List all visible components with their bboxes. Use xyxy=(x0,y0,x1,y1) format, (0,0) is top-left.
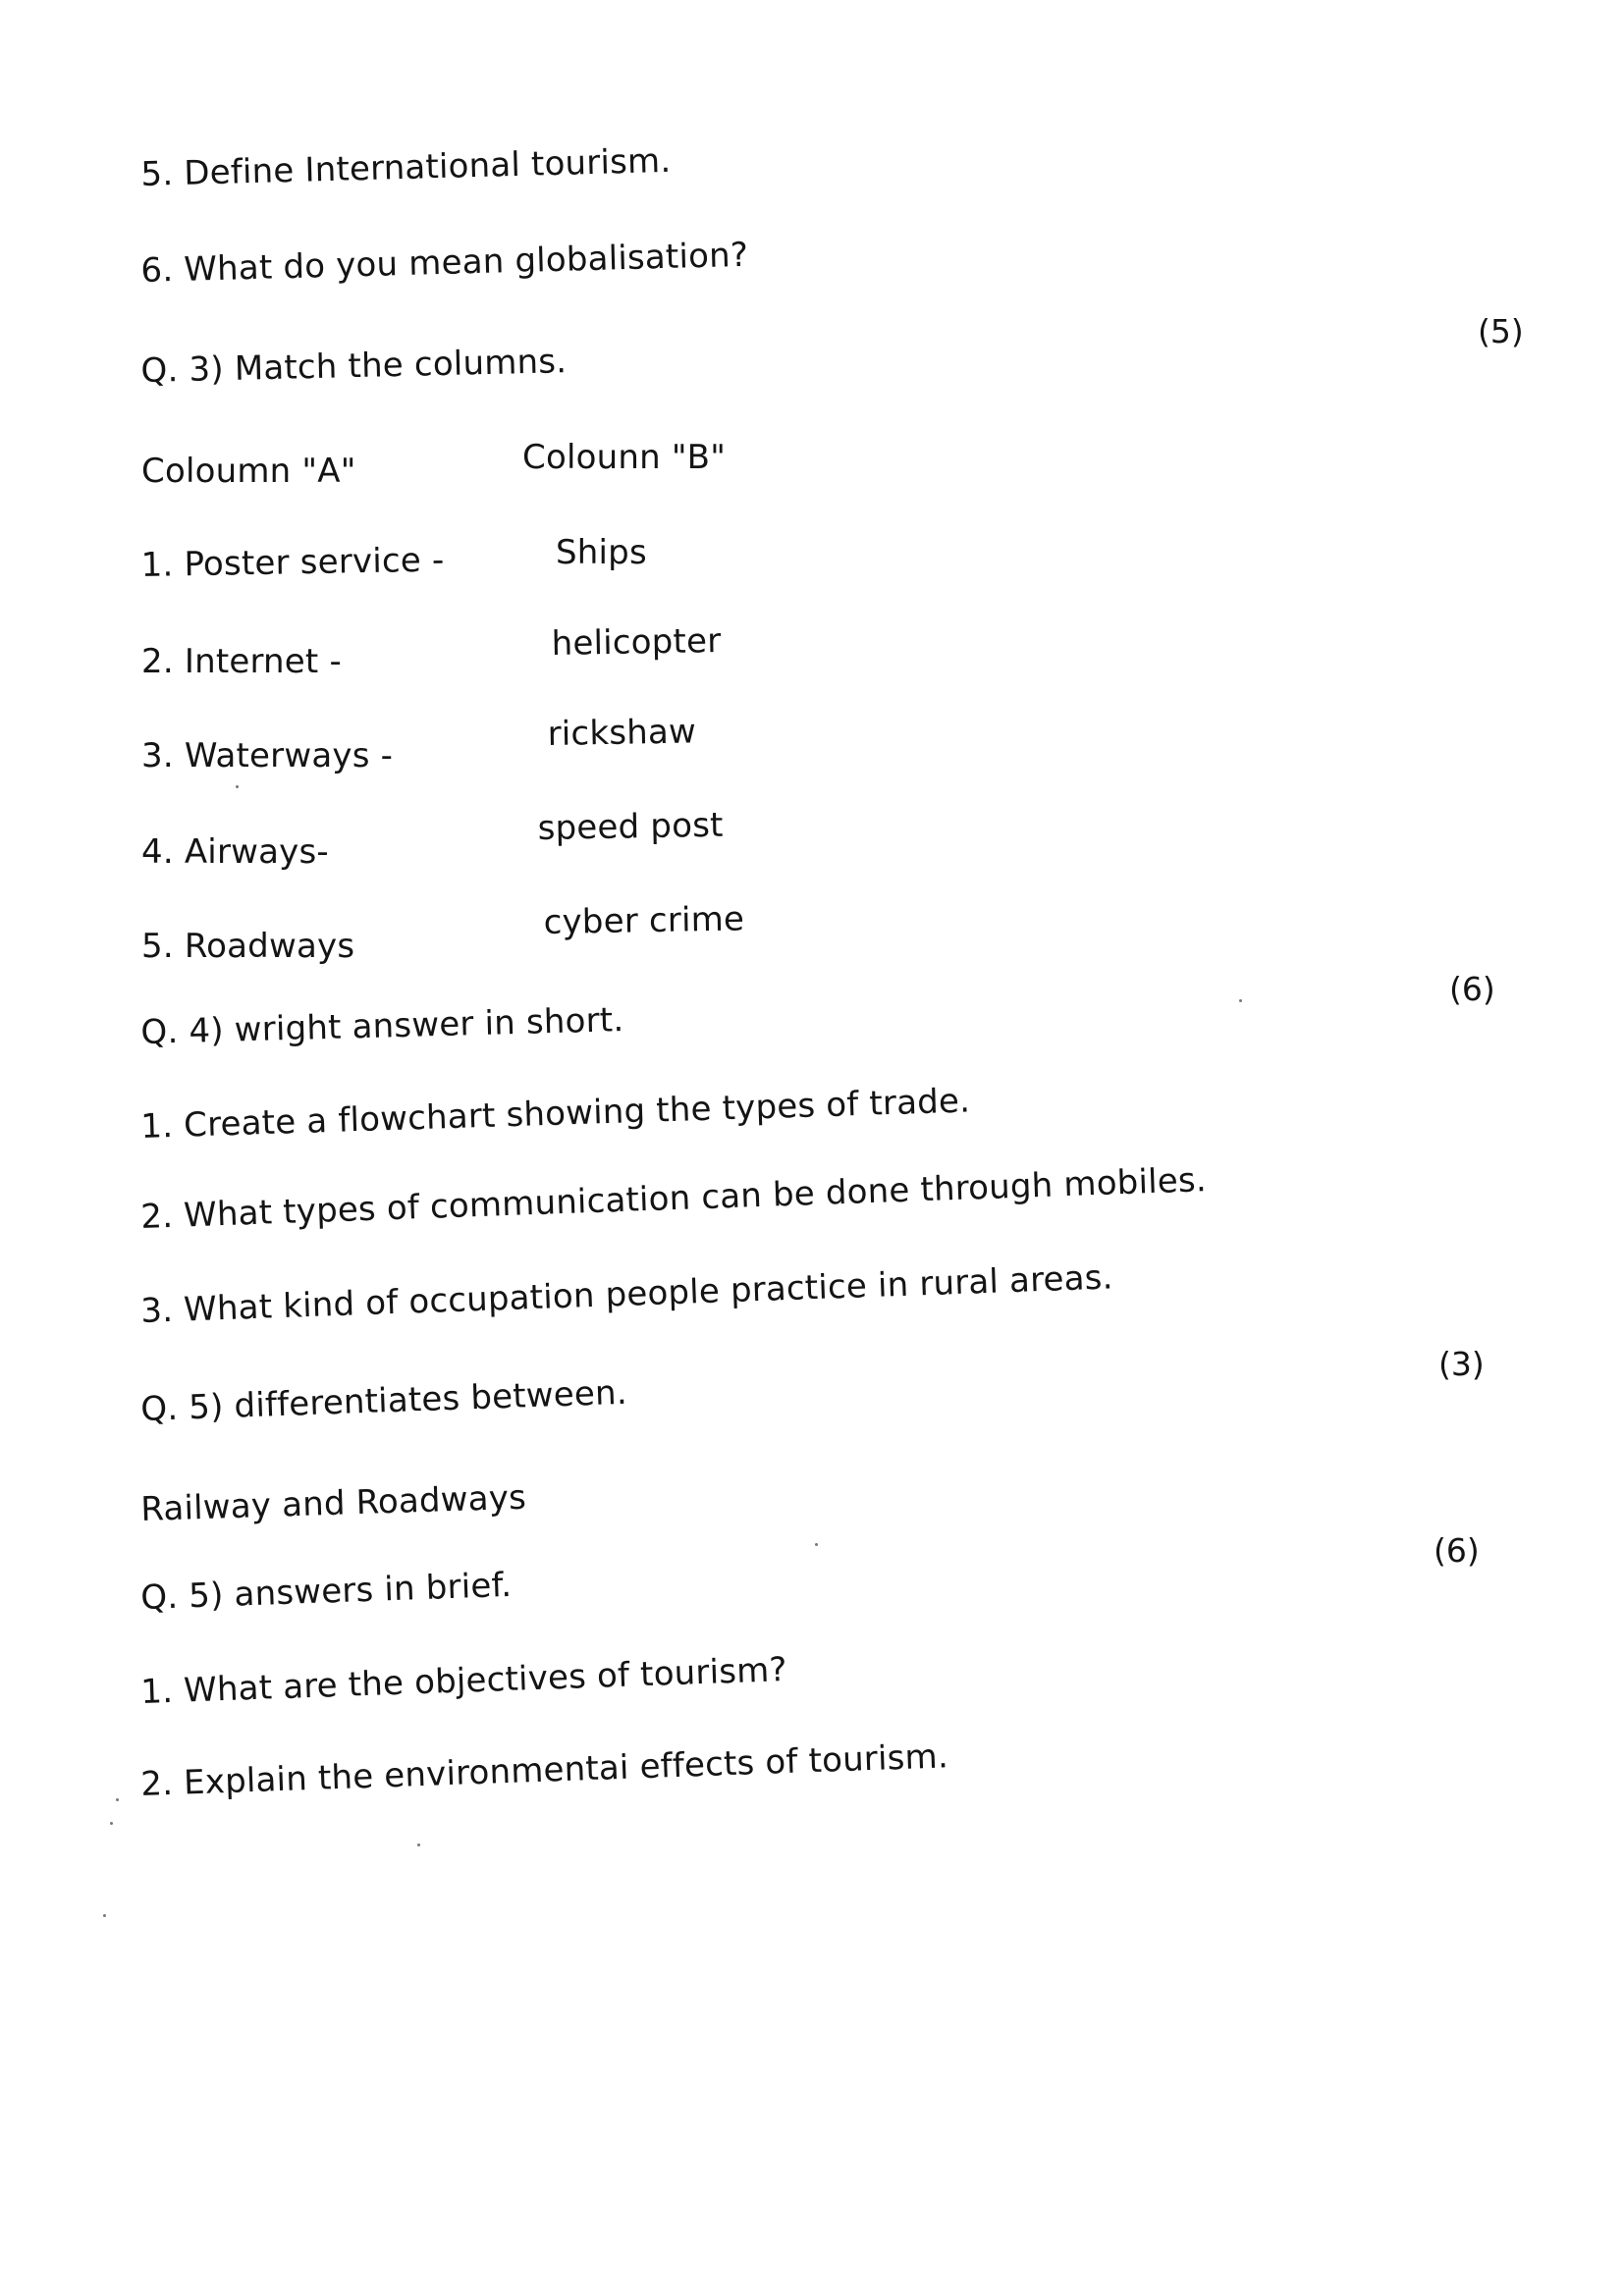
differentiate-item: Railway and Roadways xyxy=(139,1477,527,1529)
column-a-item: 3. Waterways - xyxy=(141,736,394,775)
marks-q5-brief: (6) xyxy=(1434,1531,1480,1570)
marks-q4: (6) xyxy=(1449,970,1495,1008)
column-b-header: Colounn "B" xyxy=(522,438,727,477)
scan-speck xyxy=(110,1822,113,1825)
scan-speck xyxy=(236,785,239,788)
column-a-item: 1. Poster service - xyxy=(140,540,445,585)
column-b-item: Ships xyxy=(556,533,647,572)
column-a-header: Coloumn "A" xyxy=(141,452,356,491)
scan-speck xyxy=(103,1914,106,1917)
differentiate-heading: Q. 5) differentiates between. xyxy=(139,1372,628,1429)
column-b-item: speed post xyxy=(537,805,724,848)
question-5: 5. Define International tourism. xyxy=(139,140,672,194)
match-columns-heading: Q. 3) Match the columns. xyxy=(140,342,568,391)
short-answer-item: 2. What types of communication can be done through mobiles. xyxy=(139,1160,1208,1237)
scan-speck xyxy=(815,1543,818,1546)
column-b-item: cyber crime xyxy=(543,899,745,942)
question-6: 6. What do you mean globalisation? xyxy=(139,235,749,291)
brief-answer-item: 1. What are the objectives of tourism? xyxy=(139,1650,788,1712)
marks-q3: (5) xyxy=(1478,312,1524,350)
column-a-item: 4. Airways- xyxy=(141,832,329,872)
brief-answer-heading: Q. 5) answers in brief. xyxy=(139,1565,513,1618)
column-a-item: 2. Internet - xyxy=(141,642,342,681)
marks-q5-diff: (3) xyxy=(1438,1345,1485,1383)
short-answer-item: 3. What kind of occupation people practice in rural areas. xyxy=(139,1257,1114,1331)
short-answer-heading: Q. 4) wright answer in short. xyxy=(139,1000,624,1052)
brief-answer-item: 2. Explain the environmentai effects of tourism. xyxy=(139,1736,949,1804)
column-b-item: helicopter xyxy=(551,620,722,664)
scan-speck xyxy=(116,1798,119,1801)
scan-speck xyxy=(417,1843,420,1846)
column-b-item: rickshaw xyxy=(547,712,697,754)
scan-speck xyxy=(1239,999,1242,1002)
short-answer-item: 1. Create a flowchart showing the types of trade. xyxy=(139,1081,971,1147)
column-a-item: 5. Roadways xyxy=(141,927,355,966)
